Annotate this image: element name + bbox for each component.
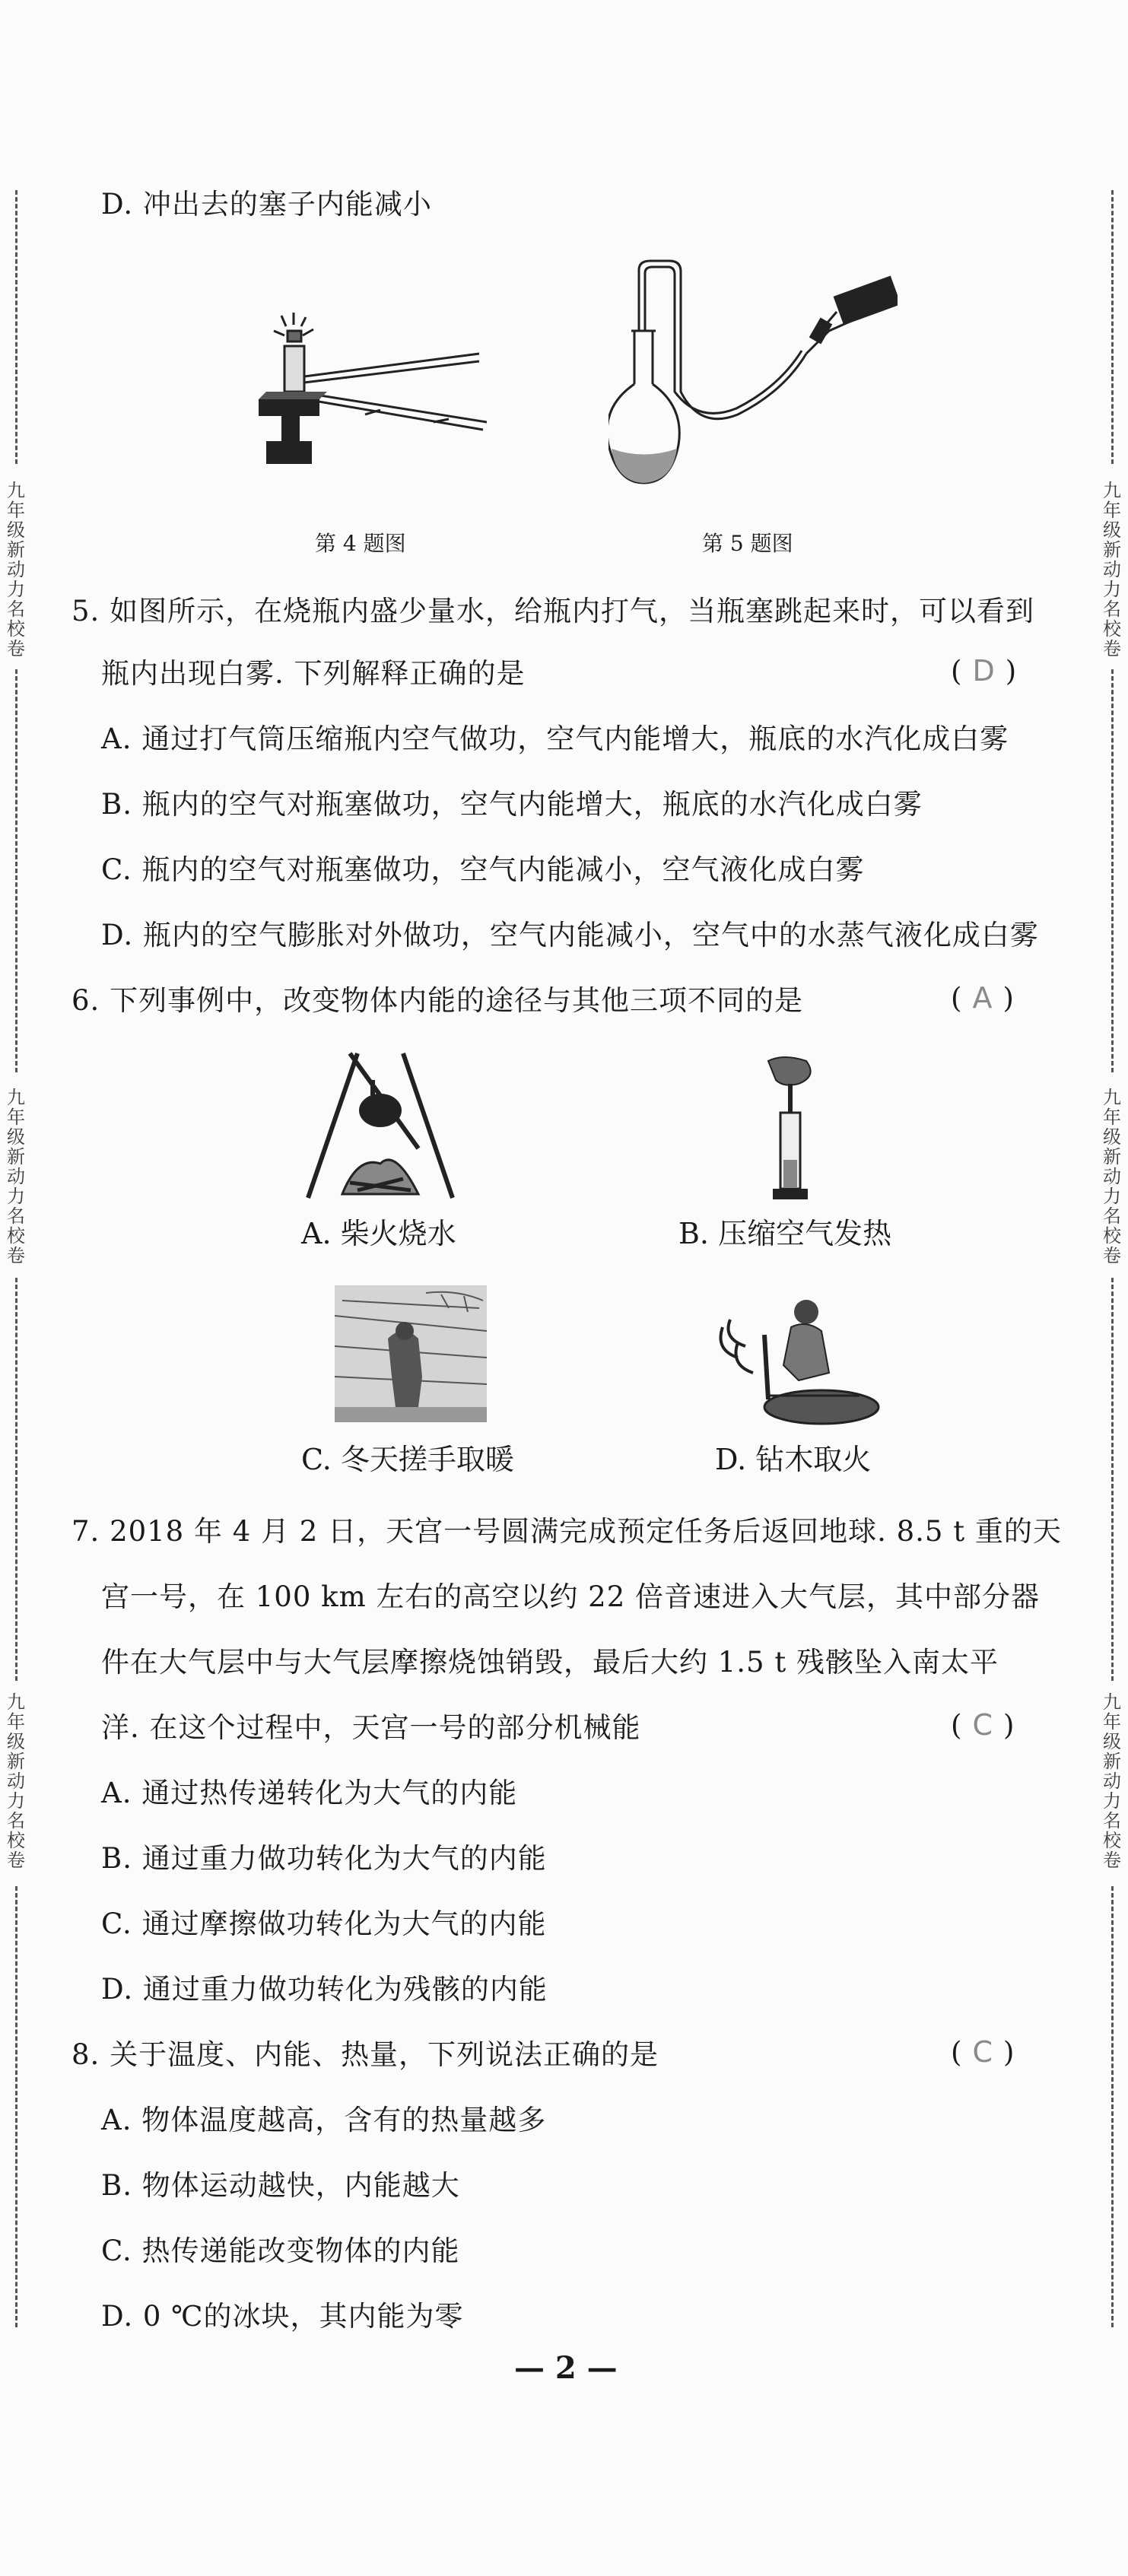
left-binding-line-2 xyxy=(15,669,17,1072)
q5-option-b: B. 瓶内的空气对瓶塞做功，空气内能增大，瓶底的水汽化成白雾 xyxy=(101,788,923,821)
q8-stem: 8. 关于温度、内能、热量，下列说法正确的是 xyxy=(71,2038,659,2071)
q7-stem-line-2: 宫一号，在 100 km 左右的高空以约 22 倍音速进入大气层，其中部分器 xyxy=(101,1580,1041,1613)
q5-stem-line-1: 5. 如图所示，在烧瓶内盛少量水，给瓶内打气，当瓶塞跳起来时，可以看到 xyxy=(71,595,1035,627)
figure-4-caption: 第 4 题图 xyxy=(315,531,406,556)
right-binding-line-1 xyxy=(1111,190,1114,464)
q7-option-a: A. 通过热传递转化为大气的内能 xyxy=(101,1777,518,1809)
q6-image-pump xyxy=(753,1053,829,1205)
q6-image-winter xyxy=(335,1285,487,1422)
figure-5-illustration xyxy=(608,255,898,491)
q7-option-c: C. 通过摩擦做功转化为大气的内能 xyxy=(101,1907,547,1940)
left-side-label-1: 九年级新动力名校卷 xyxy=(7,480,25,659)
q6-image-drill-fire xyxy=(707,1297,882,1434)
q5-stem-line-2: 瓶内出现白雾. 下列解释正确的是 xyxy=(101,657,526,690)
q6-option-a: A. 柴火烧水 xyxy=(301,1217,456,1250)
q7-stem-line-4: 洋. 在这个过程中，天宫一号的部分机械能 xyxy=(101,1711,641,1744)
q6-option-c: C. 冬天搓手取暖 xyxy=(301,1443,514,1476)
right-side-label-3: 九年级新动力名校卷 xyxy=(1103,1691,1121,1871)
left-binding-line-3 xyxy=(15,1278,17,1681)
q6-stem: 6. 下列事例中，改变物体内能的途径与其他三项不同的是 xyxy=(71,984,804,1017)
q8-option-c: C. 热传递能改变物体的内能 xyxy=(101,2235,460,2267)
q5-answer: D xyxy=(972,654,995,688)
right-side-label-1: 九年级新动力名校卷 xyxy=(1103,480,1121,659)
q7-stem-line-3: 件在大气层中与大气层摩擦烧蚀销毁，最后大约 1.5 t 残骸坠入南太平 xyxy=(101,1646,999,1679)
q5-option-d: D. 瓶内的空气膨胀对外做功，空气内能减小，空气中的水蒸气液化成白雾 xyxy=(101,919,1039,951)
q8-option-d: D. 0 ℃的冰块，其内能为零 xyxy=(101,2300,464,2333)
q8-answer-bracket: ( C ) xyxy=(951,2035,1015,2069)
q8-option-a: A. 物体温度越高，含有的热量越多 xyxy=(101,2104,547,2136)
q6-image-campfire xyxy=(304,1050,456,1202)
q6-option-b: B. 压缩空气发热 xyxy=(678,1217,892,1250)
q5-answer-bracket: ( D ) xyxy=(951,654,1017,688)
q6-answer-bracket: ( A ) xyxy=(951,981,1014,1015)
left-binding-line-1 xyxy=(15,190,17,464)
q8-option-b: B. 物体运动越快，内能越大 xyxy=(101,2169,460,2202)
q7-option-d: D. 通过重力做功转化为残骸的内能 xyxy=(101,1973,548,2006)
q6-answer: A xyxy=(972,981,993,1015)
q4-option-d: D. 冲出去的塞子内能减小 xyxy=(101,188,432,221)
right-side-label-2: 九年级新动力名校卷 xyxy=(1103,1087,1121,1266)
q7-option-b: B. 通过重力做功转化为大气的内能 xyxy=(101,1842,547,1875)
q7-stem-line-1: 7. 2018 年 4 月 2 日，天宫一号圆满完成预定任务后返回地球. 8.5 t 重的天 xyxy=(71,1515,1062,1548)
left-side-label-2: 九年级新动力名校卷 xyxy=(7,1087,25,1266)
right-binding-line-2 xyxy=(1111,669,1114,1072)
q5-option-a: A. 通过打气筒压缩瓶内空气做功，空气内能增大，瓶底的水汽化成白雾 xyxy=(101,723,1009,755)
right-binding-line-4 xyxy=(1111,1886,1114,2327)
figure-4-illustration xyxy=(251,308,487,491)
q5-option-c: C. 瓶内的空气对瓶塞做功，空气内能减小，空气液化成白雾 xyxy=(101,853,865,886)
figure-5-caption: 第 5 题图 xyxy=(702,531,793,556)
right-binding-line-3 xyxy=(1111,1278,1114,1681)
left-binding-line-4 xyxy=(15,1886,17,2327)
q7-answer-bracket: ( C ) xyxy=(951,1708,1015,1742)
page-number: — 2 — xyxy=(514,2350,618,2386)
left-side-label-3: 九年级新动力名校卷 xyxy=(7,1691,25,1871)
q6-option-d: D. 钻木取火 xyxy=(715,1443,872,1476)
q7-answer: C xyxy=(972,1708,993,1742)
q8-answer: C xyxy=(972,2035,993,2069)
